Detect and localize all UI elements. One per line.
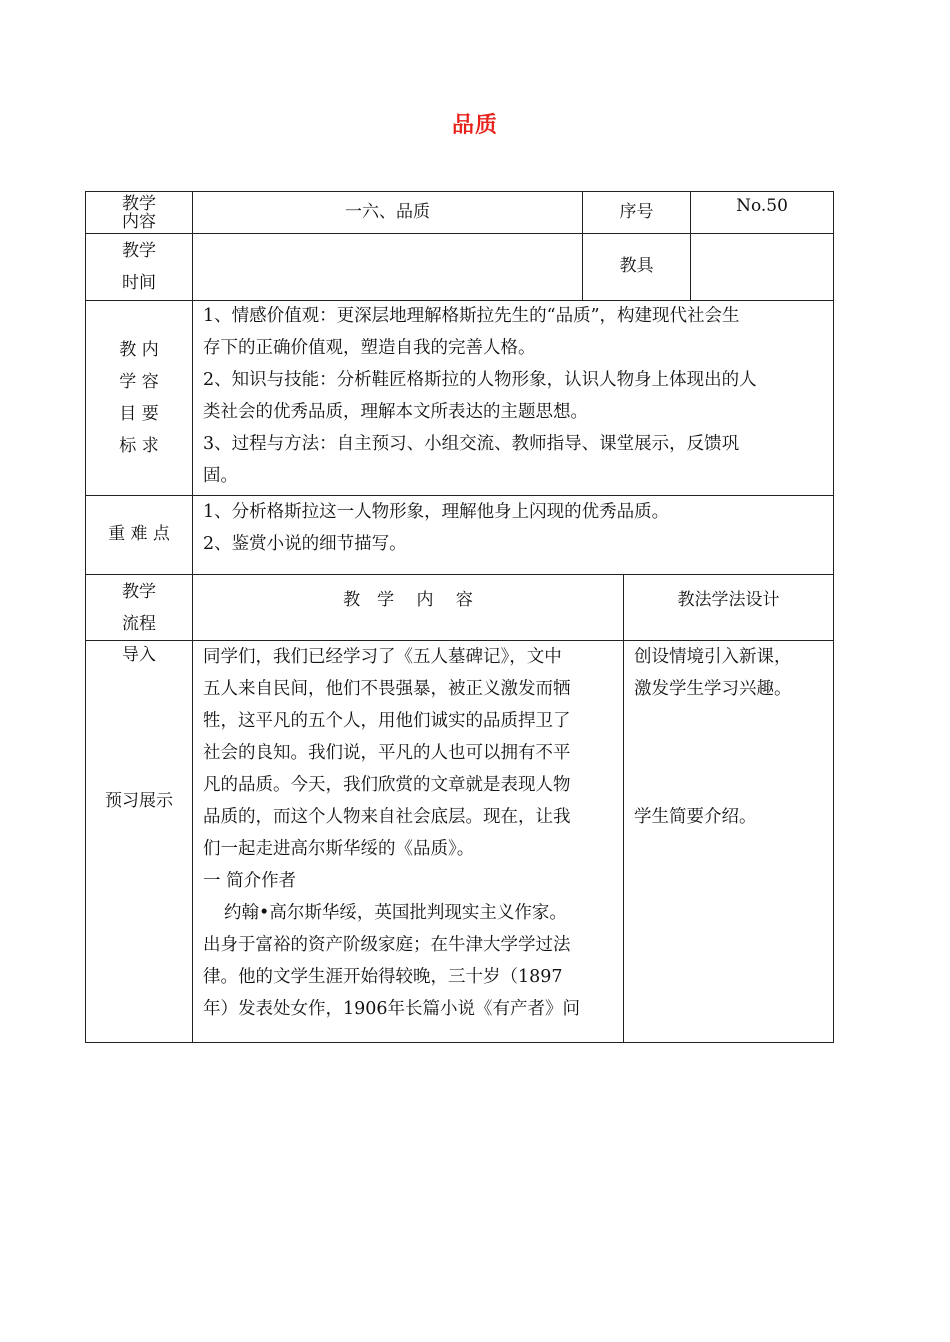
objective-line: 3、过程与方法：自主预习、小组交流、教师指导、课堂展示，反馈巩 [203, 434, 740, 454]
content-label-line1: 教学 [122, 193, 156, 214]
lesson-name: 一六、品质 [345, 201, 430, 222]
flow-method-header-cell [623, 574, 834, 641]
content-label-cell [85, 191, 193, 234]
objective-line: 2、知识与技能：分析鞋匠格斯拉的人物形象，认识人物身上体现出的人 [203, 370, 757, 390]
content-line: 牲，这平凡的五个人，用他们诚实的品质捍卫了 [203, 711, 571, 731]
flow-content-header: 教 学 内 容 [343, 590, 473, 610]
flow-label-cell [85, 574, 193, 641]
objective-line: 固。 [203, 466, 238, 486]
content-label-line2: 内容 [122, 211, 156, 232]
tools-label: 教具 [619, 256, 654, 277]
content-line: 律。他的文学生涯开始得较晚，三十岁（1897 [203, 967, 563, 987]
content-line: 品质的，而这个人物来自社会底层。现在，让我 [203, 807, 571, 827]
key-point-line: 1、分析格斯拉这一人物形象，理解他身上闪现的优秀品质。 [203, 502, 670, 522]
content-line: 们一起走进高尔斯华绥的《品质》。 [203, 839, 475, 859]
flow-content-header-cell [192, 574, 624, 641]
tools-value-cell [690, 233, 834, 301]
content-line: 出身于富裕的资产阶级家庭；在牛津大学学过法 [203, 935, 571, 955]
objectives-label-line: 学 容 [119, 372, 159, 392]
content-line: 同学们，我们已经学习了《五人墓碑记》，文中 [203, 647, 562, 667]
objectives-label-line: 教 内 [119, 340, 159, 360]
number-value-cell [690, 191, 834, 234]
time-label-line1: 教学 [122, 241, 156, 261]
time-label-cell [85, 233, 193, 301]
flow-method-cell [623, 640, 834, 1043]
document-title: 品质 [451, 113, 498, 138]
method-intro-line1: 创设情境引入新课， [634, 647, 792, 667]
number-label: 序号 [619, 201, 654, 222]
objectives-label-line: 标 求 [119, 436, 159, 456]
objectives-label-cell [85, 300, 193, 496]
content-line: 社会的良知。我们说，平凡的人也可以拥有不平 [203, 743, 571, 763]
objectives-text-cell [192, 300, 834, 496]
content-line: 一 简介作者 [203, 871, 297, 891]
content-value-cell [192, 191, 583, 234]
flow-content-cell [192, 640, 624, 1043]
objectives-label-line: 目 要 [119, 404, 159, 424]
content-line: 年）发表处女作，1906年长篇小说《有产者》问 [203, 999, 581, 1019]
content-line: 凡的品质。今天，我们欣赏的文章就是表现人物 [203, 775, 571, 795]
method-intro-line2: 激发学生学习兴趣。 [634, 679, 792, 699]
key-point-line: 2、鉴赏小说的细节描写。 [203, 534, 407, 554]
content-line: 五人来自民间，他们不畏强暴，被正义激发而牺 [203, 679, 571, 699]
flow-stage-cell [85, 640, 193, 1043]
objective-line: 类社会的优秀品质，理解本文所表达的主题思想。 [203, 402, 588, 422]
content-line: 约翰•高尔斯华绥，英国批判现实主义作家。 [224, 903, 567, 923]
lesson-number: No.50 [736, 196, 788, 216]
method-preview: 学生简要介绍。 [634, 807, 757, 827]
stage-preview: 预习展示 [105, 791, 173, 811]
time-value-cell [192, 233, 583, 301]
objective-line: 1、情感价值观：更深层地理解格斯拉先生的“品质”，构建现代社会生 [203, 306, 740, 326]
time-label-line2: 时间 [122, 273, 156, 293]
flow-label-line1: 教学 [122, 581, 156, 602]
flow-label-line2: 流程 [122, 613, 156, 634]
key-points-text-cell [192, 495, 834, 575]
stage-intro: 导入 [122, 645, 156, 665]
key-points-label: 重 难 点 [108, 524, 170, 545]
number-label-cell [582, 191, 691, 234]
objective-line: 存下的正确价值观，塑造自我的完善人格。 [203, 338, 536, 358]
tools-label-cell [582, 233, 691, 301]
key-points-label-cell [85, 495, 193, 575]
flow-method-header: 教法学法设计 [677, 590, 780, 610]
